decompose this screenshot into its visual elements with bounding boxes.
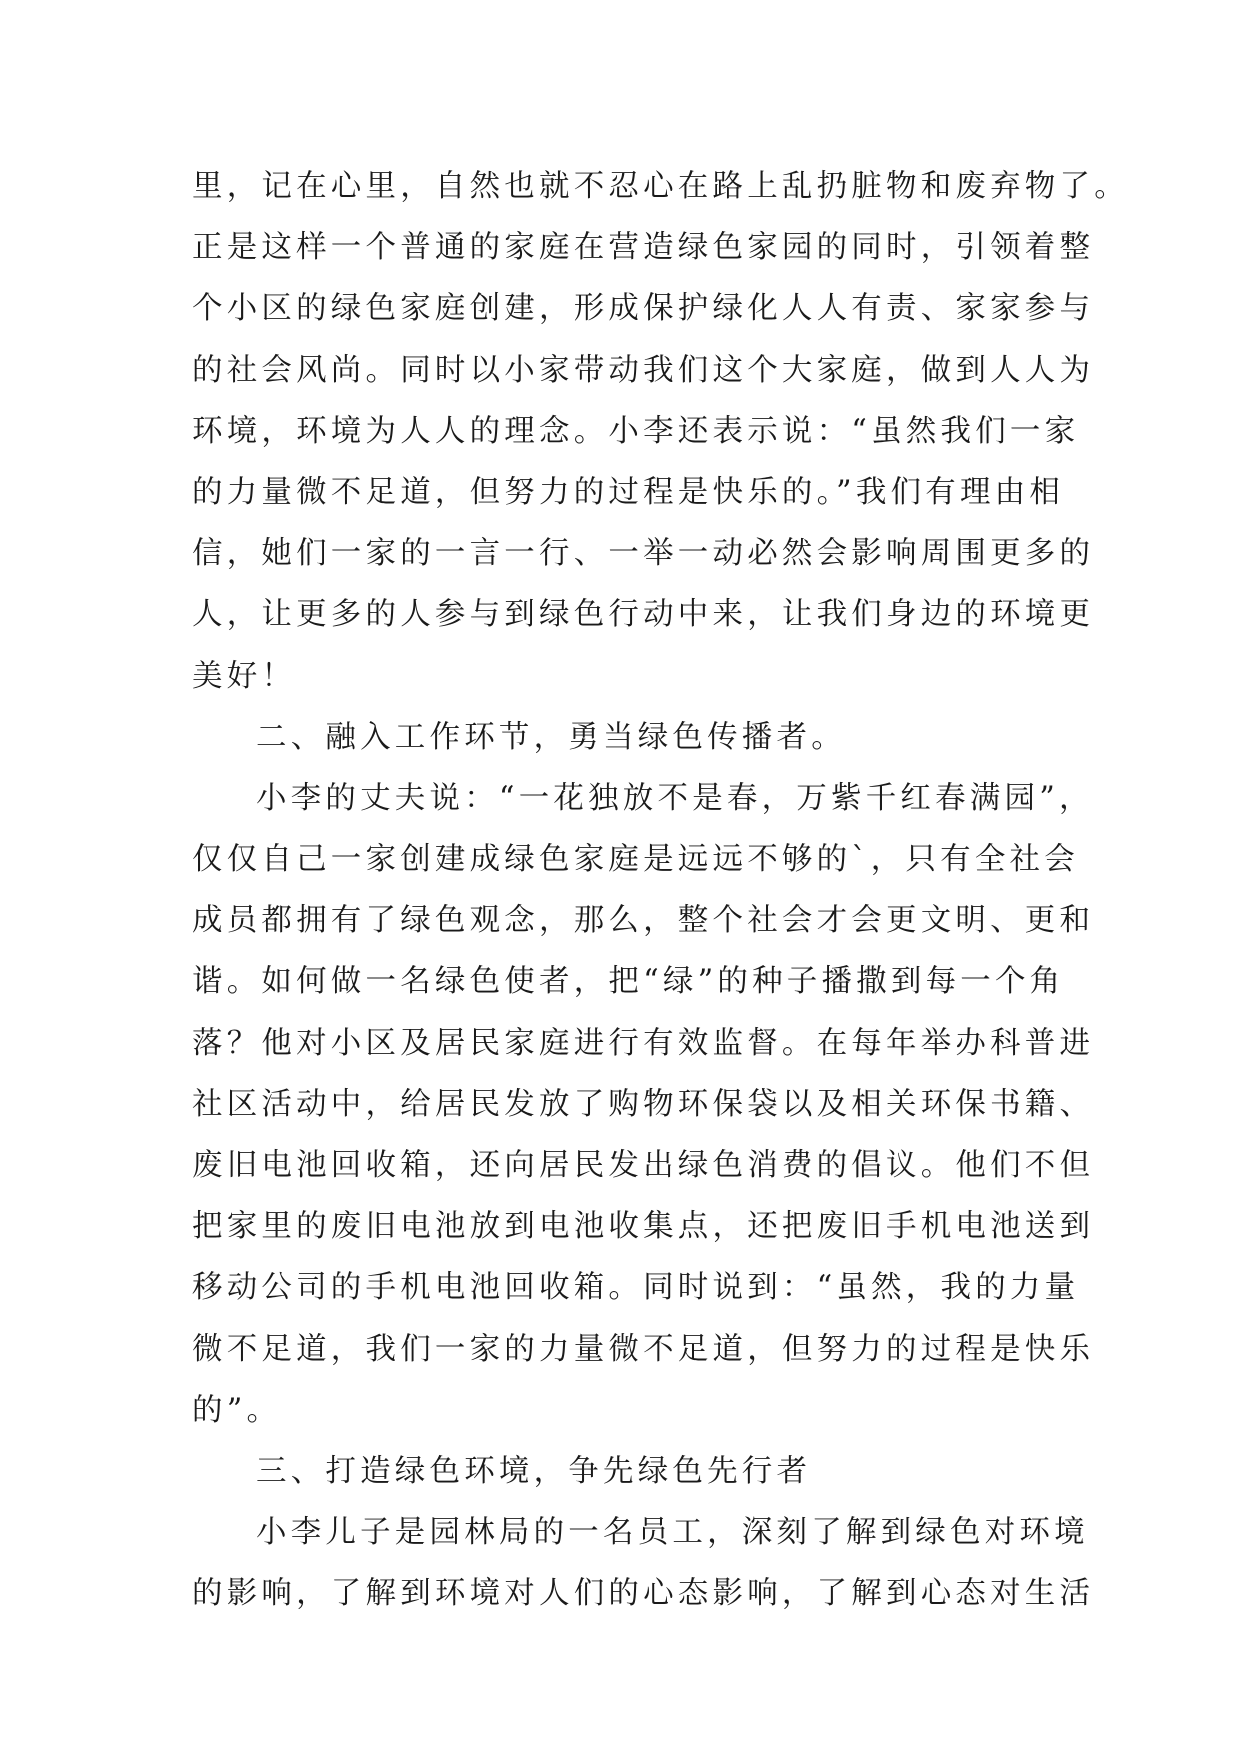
text-line: 正是这样一个普通的家庭在营造绿色家园的同时，引领着整 <box>192 230 1095 266</box>
text-line: 废旧电池回收箱，还向居民发出绿色消费的倡议。他们不但 <box>192 1148 1095 1183</box>
paragraph-start-line: 二、融入工作环节，勇当绿色传播者。 <box>256 719 846 755</box>
text-line: 的力量微不足道，但努力的过程是快乐的。”我们有理由相 <box>192 474 1065 510</box>
text-line: 个小区的绿色家庭创建，形成保护绿化人人有责、家家参与 <box>192 291 1095 327</box>
text-line: 移动公司的手机电池回收箱。同时说到：“虽然，我的力量 <box>192 1270 1080 1306</box>
paragraph-start-line: 小李的丈夫说：“一花独放不是春，万紫千红春满园”， <box>256 780 1094 816</box>
text-line: 社区活动中，给居民发放了购物环保袋以及相关环保书籍、 <box>192 1086 1095 1122</box>
text-line: 谐。如何做一名绿色使者，把“绿”的种子播撒到每一个角 <box>192 964 1065 1000</box>
text-line: 成员都拥有了绿色观念，那么，整个社会才会更文明、更和 <box>192 903 1095 939</box>
document-body <box>192 156 1129 1625</box>
text-line: 微不足道，我们一家的力量微不足道，但努力的过程是快乐 <box>192 1331 1095 1367</box>
text-line: 的影响，了解到环境对人们的心态影响，了解到心态对生活 <box>192 1576 1095 1612</box>
paragraph-start-line: 小李儿子是园林局的一名员工，深刻了解到绿色对环境 <box>256 1515 1089 1551</box>
text-line: 信，她们一家的一言一行、一举一动必然会影响周围更多的 <box>192 536 1095 572</box>
text-line: 仅仅自己一家创建成绿色家庭是远远不够的`，只有全社会 <box>192 842 1079 878</box>
text-line: 美好！ <box>192 658 297 694</box>
paragraph-start-line: 三、打造绿色环境，争先绿色先行者 <box>256 1453 812 1489</box>
text-line: 的”。 <box>192 1392 282 1428</box>
text-line: 环境，环境为人人的理念。小李还表示说：“虽然我们一家 <box>192 413 1080 449</box>
text-line: 把家里的废旧电池放到电池收集点，还把废旧手机电池送到 <box>192 1209 1095 1245</box>
text-line: 里，记在心里，自然也就不忍心在路上乱扔脏物和废弃物了。 <box>192 169 1129 204</box>
text-line: 的社会风尚。同时以小家带动我们这个大家庭，做到人人为 <box>192 352 1095 388</box>
text-line: 人，让更多的人参与到绿色行动中来，让我们身边的环境更 <box>192 597 1095 633</box>
text-line: 落？他对小区及居民家庭进行有效监督。在每年举办科普进 <box>192 1025 1095 1061</box>
